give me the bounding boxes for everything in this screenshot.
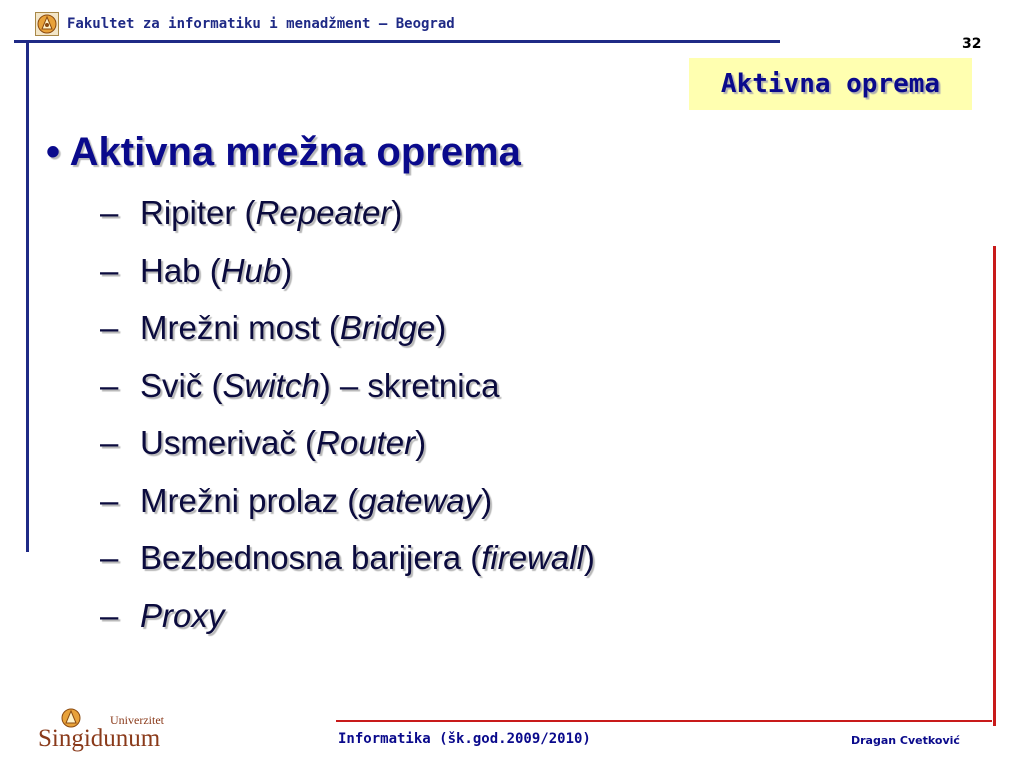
sub-item <box>100 252 292 290</box>
singidunum-logo <box>38 704 178 754</box>
sub-item-suffix: ) <box>415 424 427 461</box>
sub-item-suffix: ) <box>481 481 493 519</box>
right-border-line <box>993 246 996 726</box>
sub-item-suffix: ) <box>281 251 293 289</box>
sub-item <box>100 539 595 577</box>
sub-item-dash: – <box>100 424 119 461</box>
sub-item-term: Bridge <box>339 309 436 346</box>
sub-item-text: Mrežni most ( <box>140 309 340 346</box>
sub-item-text: Mrežni prolaz ( <box>140 481 359 519</box>
sub-item-text: Hab ( <box>140 251 221 289</box>
main-bullet <box>46 130 521 175</box>
slide-title: Aktivna oprema <box>720 69 941 99</box>
sub-item <box>100 367 499 405</box>
bullet-dot: • <box>46 130 70 174</box>
sub-item-suffix: ) – skretnica <box>319 366 500 404</box>
sub-item <box>100 309 446 347</box>
header-divider <box>14 40 780 43</box>
sub-item-term: Switch <box>222 366 320 404</box>
header-institution: Fakultet za informatiku i menadžment – Beograd <box>67 16 455 32</box>
logo-main-text: Singidunum <box>38 725 161 752</box>
sub-item-dash: – <box>100 309 119 346</box>
footer-author: Dragan Cvetković <box>851 734 960 747</box>
sub-item <box>100 194 402 232</box>
sub-item-term: Hub <box>220 251 282 289</box>
sub-item-suffix: ) <box>583 539 595 576</box>
footer-divider <box>336 720 992 722</box>
main-bullet-text: Aktivna mrežna oprema <box>69 130 521 174</box>
sub-item-term: Proxy <box>140 596 225 634</box>
sub-item <box>100 424 426 462</box>
slide-title-box <box>689 58 972 110</box>
sub-item-text: Usmerivač ( <box>140 424 317 461</box>
sub-item-term: Repeater <box>255 194 392 231</box>
slide-number: 32 <box>962 36 982 52</box>
sub-item-dash: – <box>100 539 119 576</box>
sub-item-text: Ripiter ( <box>140 194 256 231</box>
sub-item-term: firewall <box>481 539 584 576</box>
sub-item-dash: – <box>100 596 119 634</box>
sub-item-dash: – <box>100 251 119 289</box>
sub-item-dash: – <box>100 194 119 231</box>
sub-item-term: gateway <box>358 481 482 519</box>
sub-item-dash: – <box>100 366 119 404</box>
sub-item <box>100 597 224 635</box>
sub-item-text: Bezbednosna barijera ( <box>140 539 482 576</box>
university-crest-icon <box>35 12 59 36</box>
left-border-line <box>26 40 29 552</box>
sub-item-text: Svič ( <box>140 366 223 404</box>
footer-course: Informatika (šk.god.2009/2010) <box>338 731 591 747</box>
sub-item-suffix: ) <box>435 309 447 346</box>
sub-item-dash: – <box>100 481 119 519</box>
sub-item <box>100 482 492 520</box>
sub-item-suffix: ) <box>391 194 403 231</box>
logo-top-text: Univerzitet <box>110 713 164 727</box>
sub-item-term: Router <box>316 424 416 461</box>
